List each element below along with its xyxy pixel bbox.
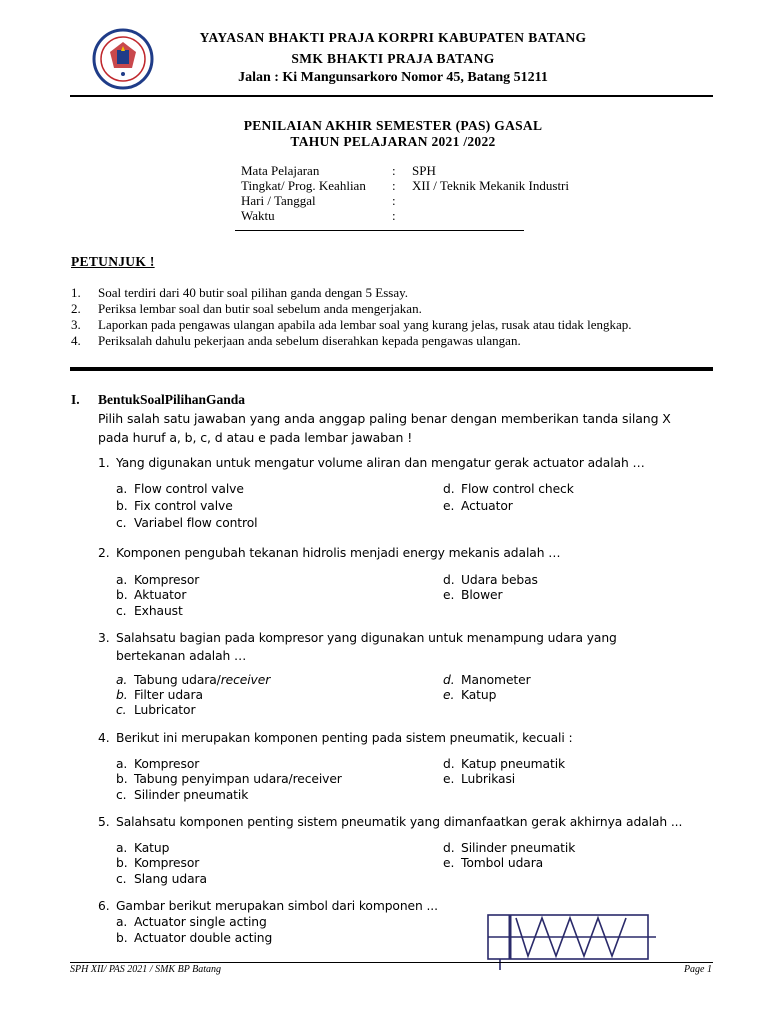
option-text: Actuator double acting (134, 931, 273, 945)
option-text: Actuator (461, 499, 513, 513)
question-text: Salahsatu bagian pada kompresor yang digunakan untuk menampung udara yang bertekanan adalah … (116, 631, 617, 663)
option (116, 499, 233, 513)
list-item (71, 301, 716, 317)
instructions-divider (70, 367, 713, 371)
instructions-list (71, 285, 716, 349)
option-letter: c. (116, 703, 127, 717)
question-number: 1. (98, 456, 110, 470)
option-text: Katup (461, 688, 497, 702)
list-text: Periksalah dahulu pekerjaan anda sebelum diserahkan kepada pengawas ulangan. (98, 333, 521, 348)
option (443, 757, 565, 771)
question (98, 544, 698, 562)
list-text: Soal terdiri dari 40 butir soal pilihan ganda dengan 5 Essay. (98, 285, 409, 300)
info-colon: : (392, 208, 396, 223)
option (443, 772, 515, 786)
exam-title: PENILAIAN AKHIR SEMESTER (PAS) GASAL (243, 118, 543, 133)
school-name: SMK BHAKTI PRAJA BATANG (291, 51, 495, 66)
question-text: Gambar berikut merupakan simbol dari komponen ... (116, 899, 438, 913)
option (116, 516, 257, 530)
option (116, 688, 203, 702)
info-row (241, 208, 601, 223)
list-number: 1. (71, 285, 81, 300)
option (443, 588, 502, 602)
section-number: I. (71, 392, 80, 407)
option-text: Udara bebas (461, 573, 538, 587)
option-text: Katup (134, 841, 170, 855)
school-address: Jalan : Ki Mangunsarkoro Nomor 45, Batang 51211 (238, 70, 548, 85)
option-letter: a. (116, 573, 128, 587)
option-text: Filter udara (134, 688, 203, 702)
option (116, 788, 248, 802)
option-letter: a. (116, 482, 128, 496)
option-letter: a. (116, 673, 128, 687)
info-label: Mata Pelajaran (241, 163, 320, 178)
list-number: 3. (71, 317, 81, 332)
option-text: Tombol udara (461, 856, 544, 870)
option-text: Kompresor (134, 757, 200, 771)
footer-course-code: SPH XII/ PAS 2021 / SMK BP Batang (70, 964, 222, 975)
option-letter: b. (116, 688, 128, 702)
list-item (71, 285, 716, 301)
option-text: Variabel flow control (134, 516, 258, 530)
option-letter: a. (116, 757, 128, 771)
info-value: XII / Teknik Mekanik Industri (412, 178, 569, 193)
option-text: Manometer (461, 673, 531, 687)
option-text: Katup pneumatik (461, 757, 566, 771)
actuator-symbol-diagram (486, 910, 656, 974)
option-text: Aktuator (134, 588, 187, 602)
option-text: Flow control valve (134, 482, 244, 496)
option-letter: e. (443, 772, 455, 786)
option-letter: c. (116, 872, 127, 886)
info-row (241, 163, 601, 178)
question (98, 454, 698, 472)
option-letter: e. (443, 688, 455, 702)
option (116, 482, 244, 496)
option-letter: b. (116, 856, 128, 870)
option-letter: c. (116, 788, 127, 802)
option-text: Kompresor (134, 573, 200, 587)
option-text-italic: receiver (220, 673, 271, 687)
list-text: Periksa lembar soal dan butir soal sebelum anda mengerjakan. (98, 301, 422, 316)
question-number: 6. (98, 899, 110, 913)
option (116, 604, 183, 618)
option-letter: e. (443, 588, 455, 602)
option (116, 757, 199, 771)
option (116, 856, 199, 870)
option (443, 482, 574, 496)
option-letter: b. (116, 772, 128, 786)
option-text: Silinder pneumatik (461, 841, 576, 855)
header-divider (70, 95, 713, 97)
option (116, 703, 195, 717)
list-item (71, 317, 716, 333)
section-title: BentukSoalPilihanGanda (98, 392, 246, 407)
option (443, 841, 575, 855)
footer-divider (70, 962, 713, 963)
option-text: Tabung udara/ (134, 673, 221, 687)
option-letter: c. (116, 604, 127, 618)
option-letter: a. (116, 841, 128, 855)
option (443, 856, 543, 870)
option-text: Lubrikasi (461, 772, 516, 786)
question (98, 813, 698, 831)
option (116, 872, 207, 886)
info-label: Hari / Tanggal (241, 193, 316, 208)
option (116, 588, 186, 602)
option-letter: d. (443, 673, 455, 687)
option-letter: b. (116, 931, 128, 945)
school-logo (92, 28, 154, 90)
option (443, 573, 538, 587)
info-underline (235, 230, 524, 231)
foundation-name: YAYASAN BHAKTI PRAJA KORPRI KABUPATEN BATANG (199, 30, 587, 45)
option-text: Actuator single acting (134, 915, 267, 929)
list-number: 2. (71, 301, 81, 316)
option-text: Kompresor (134, 856, 200, 870)
option (116, 841, 169, 855)
info-label: Waktu (241, 208, 275, 223)
option (443, 673, 531, 687)
question-number: 2. (98, 546, 110, 560)
option-letter: d. (443, 482, 455, 496)
page-number: Page 1 (683, 964, 712, 975)
option (443, 499, 513, 513)
question (98, 729, 698, 747)
option-text: Tabung penyimpan udara/receiver (134, 772, 342, 786)
section-instruction: Pilih salah satu jawaban yang anda anggap paling benar dengan memberikan tanda silang X pada huruf a, b, c, d atau e pada lembar jawaban ! (98, 411, 671, 445)
option-text: Blower (461, 588, 503, 602)
option-text: Exhaust (134, 604, 183, 618)
info-colon: : (392, 178, 396, 193)
info-label: Tingkat/ Prog. Keahlian (241, 178, 366, 193)
option-text: Flow control check (461, 482, 574, 496)
option-letter: d. (443, 841, 455, 855)
option-letter: d. (443, 757, 455, 771)
option (116, 573, 199, 587)
option (116, 673, 270, 687)
question-text: Yang digunakan untuk mengatur volume aliran dan mengatur gerak actuator adalah … (116, 456, 645, 470)
list-text: Laporkan pada pengawas ulangan apabila ada lembar soal yang kurang jelas, rusak atau tidak lengkap. (98, 317, 632, 332)
question-text: Komponen pengubah tekanan hidrolis menjadi energy mekanis adalah … (116, 546, 561, 560)
section-heading (71, 392, 245, 408)
option-letter: c. (116, 516, 127, 530)
info-row (241, 178, 601, 193)
option-letter: e. (443, 856, 455, 870)
question-text: Berikut ini merupakan komponen penting pada sistem pneumatik, kecuali : (116, 731, 573, 745)
question-number: 4. (98, 731, 110, 745)
option-text: Fix control valve (134, 499, 233, 513)
option-letter: b. (116, 588, 128, 602)
option-text: Lubricator (134, 703, 196, 717)
option-text: Slang udara (134, 872, 207, 886)
academic-year: TAHUN PELAJARAN 2021 /2022 (290, 134, 496, 149)
option-letter: a. (116, 915, 128, 929)
question-number: 5. (98, 815, 110, 829)
exam-info-table (241, 163, 601, 223)
info-value: SPH (412, 163, 436, 178)
question-text: Salahsatu komponen penting sistem pneumatik yang dimanfaatkan gerak akhirnya adalah ... (116, 815, 683, 829)
option (116, 915, 267, 929)
option (443, 688, 496, 702)
option (116, 772, 342, 786)
option (116, 931, 272, 945)
info-row (241, 193, 601, 208)
info-colon: : (392, 193, 396, 208)
instructions-heading: PETUNJUK ! (71, 254, 155, 269)
list-number: 4. (71, 333, 81, 348)
option-letter: b. (116, 499, 128, 513)
question (98, 629, 658, 665)
info-colon: : (392, 163, 396, 178)
question-number: 3. (98, 631, 110, 645)
option-letter: d. (443, 573, 455, 587)
option-text: Silinder pneumatik (134, 788, 249, 802)
option-letter: e. (443, 499, 455, 513)
list-item (71, 333, 716, 349)
